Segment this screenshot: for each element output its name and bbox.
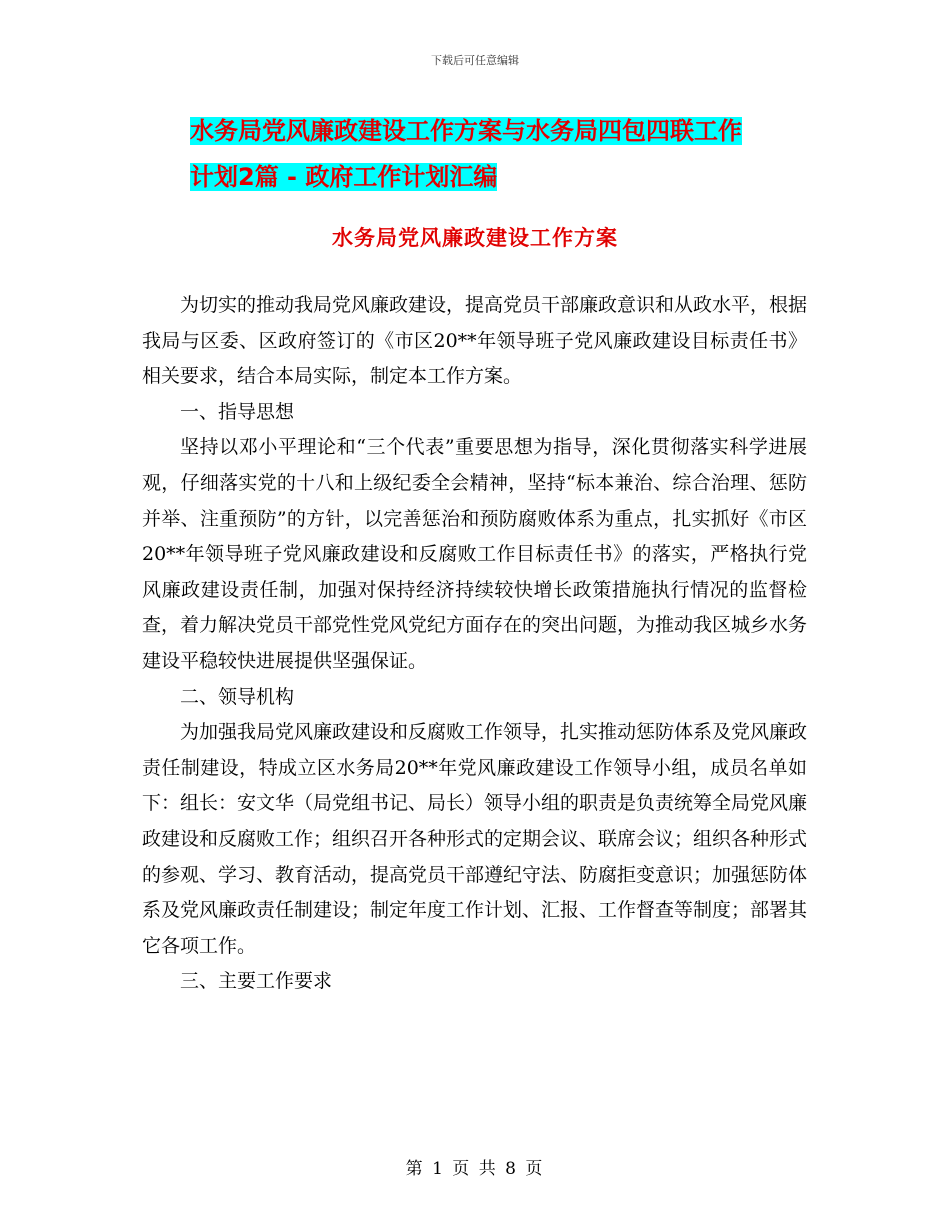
page-header-note: 下载后可任意编辑	[431, 54, 519, 67]
page-number: 第 1 页 共 8 页	[405, 1159, 545, 1179]
paragraph-intro: 为切实的推动我局党风廉政建设，提高党员干部廉政意识和从政水平，根据我局与区委、区政府签订的《市区20**年领导班子党风廉政建设目标责任书》相关要求，结合本局实际，制定本工作方案。	[142, 294, 808, 388]
document-title-line-1: 水务局党风廉政建设工作方案与水务局四包四联工作	[190, 117, 742, 145]
heading-leadership-body: 二、领导机构	[180, 685, 295, 708]
paragraph-leadership-body: 为加强我局党风廉政建设和反腐败工作领导，扎实推动惩防体系及党风廉政责任制建设，特成立区水务局20**年党风廉政建设工作领导小组，成员名单如下：组长：安文华（局党组书记、局长）领导小组的职责是负责统筹全局党风廉政建设和反腐败工作；组织召开各种形式的定期会议、联席会议；组织各种形式的参观、学习、教育活动，提高党员干部遵纪守法、防腐拒变意识；加强惩防体系及党风廉政责任制建设；制定年度工作计划、汇报、工作督查等制度；部署其它各项工作。	[142, 721, 808, 957]
heading-guiding-ideology: 一、指导思想	[180, 400, 295, 423]
document-body	[142, 288, 807, 1000]
section-title: 水务局党风廉政建设工作方案	[332, 226, 618, 250]
document-title-line-2: 计划2篇 - 政府工作计划汇编	[190, 163, 498, 191]
paragraph-guiding-ideology: 坚持以邓小平理论和“三个代表”重要思想为指导，深化贯彻落实科学进展观，仔细落实党的十八和上级纪委全会精神，坚持“标本兼治、综合治理、惩防并举、注重预防”的方针，以完善惩治和预防腐败体系为重点，扎实抓好《市区20**年领导班子党风廉政建设和反腐败工作目标责任书》的落实，严格执行党风廉政建设责任制，加强对保持经济持续较快增长政策措施执行情况的监督检查，着力解决党员干部党性党风党纪方面存在的突出问题，为推动我区城乡水务建设平稳较快进展提供坚强保证。	[142, 436, 808, 672]
document-title	[190, 108, 810, 200]
heading-main-requirements: 三、主要工作要求	[180, 970, 333, 993]
